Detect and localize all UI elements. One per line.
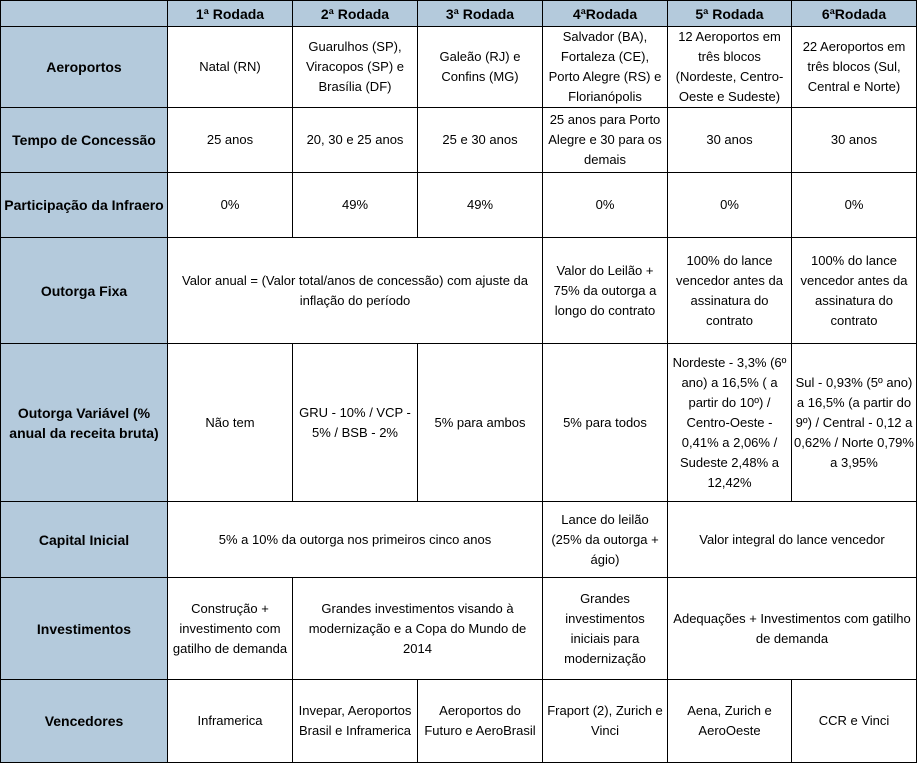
row-outorga-fixa xyxy=(1,238,917,344)
cell-capital-r1-3: 5% a 10% da outorga nos primeiros cinco anos xyxy=(168,502,543,578)
cell-participacao-r5: 0% xyxy=(668,173,792,238)
cell-aeroportos-r1: Natal (RN) xyxy=(168,27,293,108)
row-label-tempo: Tempo de Concessão xyxy=(1,108,168,173)
row-label-outorga-variavel: Outorga Variável (% anual da receita bruta) xyxy=(1,344,168,502)
cell-aeroportos-r6: 22 Aeroportos em três blocos (Sul, Central e Norte) xyxy=(792,27,917,108)
cell-vencedores-r4: Fraport (2), Zurich e Vinci xyxy=(543,680,668,763)
header-round-2: 2ª Rodada xyxy=(293,1,418,27)
cell-capital-r5-6: Valor integral do lance vencedor xyxy=(668,502,917,578)
cell-vencedores-r2: Invepar, Aeroportos Brasil e Inframerica xyxy=(293,680,418,763)
row-label-participacao: Participação da Infraero xyxy=(1,173,168,238)
header-round-1: 1ª Rodada xyxy=(168,1,293,27)
cell-outorga-variavel-r4: 5% para todos xyxy=(543,344,668,502)
cell-aeroportos-r2: Guarulhos (SP), Viracopos (SP) e Brasília (DF) xyxy=(293,27,418,108)
header-round-6: 6ªRodada xyxy=(792,1,917,27)
cell-vencedores-r5: Aena, Zurich e AeroOeste xyxy=(668,680,792,763)
cell-aeroportos-r5: 12 Aeroportos em três blocos (Nordeste, Centro-Oeste e Sudeste) xyxy=(668,27,792,108)
cell-outorga-fixa-r1-3: Valor anual = (Valor total/anos de concessão) com ajuste da inflação do período xyxy=(168,238,543,344)
cell-participacao-r1: 0% xyxy=(168,173,293,238)
cell-tempo-r6: 30 anos xyxy=(792,108,917,173)
cell-aeroportos-r4: Salvador (BA), Fortaleza (CE), Porto Alegre (RS) e Florianópolis xyxy=(543,27,668,108)
row-label-aeroportos: Aeroportos xyxy=(1,27,168,108)
row-participacao xyxy=(1,173,917,238)
cell-participacao-r3: 49% xyxy=(418,173,543,238)
cell-outorga-variavel-r3: 5% para ambos xyxy=(418,344,543,502)
cell-outorga-fixa-r6: 100% do lance vencedor antes da assinatura do contrato xyxy=(792,238,917,344)
row-label-vencedores: Vencedores xyxy=(1,680,168,763)
cell-capital-r4: Lance do leilão (25% da outorga + ágio) xyxy=(543,502,668,578)
row-aeroportos xyxy=(1,27,917,108)
cell-outorga-variavel-r5: Nordeste - 3,3% (6º ano) a 16,5% ( a partir do 10º) / Centro-Oeste - 0,41% a 2,06% / Sudeste 2,48% a 12,42% xyxy=(668,344,792,502)
cell-tempo-r2: 20, 30 e 25 anos xyxy=(293,108,418,173)
cell-investimentos-r5-6: Adequações + Investimentos com gatilho de demanda xyxy=(668,578,917,680)
row-tempo xyxy=(1,108,917,173)
row-investimentos xyxy=(1,578,917,680)
cell-tempo-r3: 25 e 30 anos xyxy=(418,108,543,173)
cell-participacao-r4: 0% xyxy=(543,173,668,238)
row-label-investimentos: Investimentos xyxy=(1,578,168,680)
cell-vencedores-r1: Inframerica xyxy=(168,680,293,763)
cell-investimentos-r4: Grandes investimentos iniciais para modernização xyxy=(543,578,668,680)
header-round-4: 4ªRodada xyxy=(543,1,668,27)
header-round-3: 3ª Rodada xyxy=(418,1,543,27)
row-outorga-variavel xyxy=(1,344,917,502)
corner-cell xyxy=(1,1,168,27)
cell-outorga-variavel-r2: GRU - 10% / VCP - 5% / BSB - 2% xyxy=(293,344,418,502)
row-vencedores xyxy=(1,680,917,763)
cell-vencedores-r3: Aeroportos do Futuro e AeroBrasil xyxy=(418,680,543,763)
cell-vencedores-r6: CCR e Vinci xyxy=(792,680,917,763)
row-label-capital: Capital Inicial xyxy=(1,502,168,578)
cell-outorga-fixa-r5: 100% do lance vencedor antes da assinatura do contrato xyxy=(668,238,792,344)
cell-outorga-variavel-r6: Sul - 0,93% (5º ano) a 16,5% (a partir do 9º) / Central - 0,12 a 0,62% / Norte 0,79% a 3,95% xyxy=(792,344,917,502)
header-row xyxy=(1,1,917,27)
cell-participacao-r2: 49% xyxy=(293,173,418,238)
cell-investimentos-r2-3: Grandes investimentos visando à modernização e a Copa do Mundo de 2014 xyxy=(293,578,543,680)
cell-tempo-r1: 25 anos xyxy=(168,108,293,173)
cell-investimentos-r1: Construção + investimento com gatilho de demanda xyxy=(168,578,293,680)
cell-participacao-r6: 0% xyxy=(792,173,917,238)
cell-tempo-r5: 30 anos xyxy=(668,108,792,173)
cell-tempo-r4: 25 anos para Porto Alegre e 30 para os demais xyxy=(543,108,668,173)
cell-aeroportos-r3: Galeão (RJ) e Confins (MG) xyxy=(418,27,543,108)
cell-outorga-variavel-r1: Não tem xyxy=(168,344,293,502)
row-capital xyxy=(1,502,917,578)
row-label-outorga-fixa: Outorga Fixa xyxy=(1,238,168,344)
cell-outorga-fixa-r4: Valor do Leilão + 75% da outorga a longo do contrato xyxy=(543,238,668,344)
header-round-5: 5ª Rodada xyxy=(668,1,792,27)
